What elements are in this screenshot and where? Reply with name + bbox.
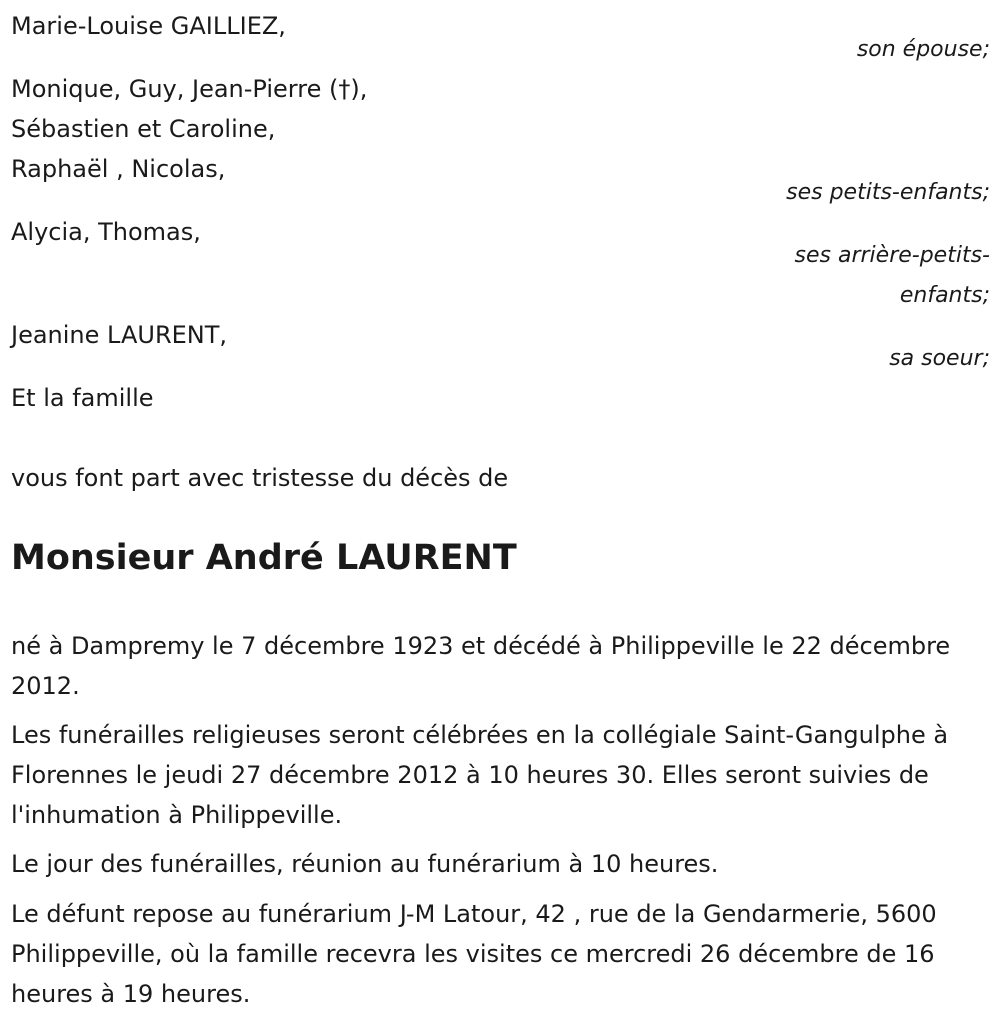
wife-name: Marie-Louise GAILLIEZ, [11, 12, 286, 40]
great-grandchildren-role-line-1: ses arrière-petits- [794, 243, 990, 268]
sister-role: sa soeur; [889, 346, 990, 371]
family-line: Et la famille [11, 384, 154, 412]
children-line-3: Raphaël , Nicolas, [11, 155, 226, 183]
children-line-1: Monique, Guy, Jean-Pierre (†), [11, 75, 368, 103]
announcement-text: vous font part avec tristesse du décès de [11, 464, 509, 492]
funeral-paragraph: Les funérailles religieuses seront célébrées en la collégiale Saint-Gangulphe à Florennes le jeudi 27 décembre 2012 à 10 heures 30. Elles seront suivies de l'inhumation à Philippeville. [11, 721, 949, 829]
birth-death-paragraph: né à Dampremy le 7 décembre 1923 et décédé à Philippeville le 22 décembre 2012. [11, 632, 951, 700]
grandchildren-role: ses petits-enfants; [786, 180, 990, 205]
great-grandchildren-names: Alycia, Thomas, [11, 218, 201, 246]
gathering-paragraph: Le jour des funérailles, réunion au funérarium à 10 heures. [11, 850, 719, 878]
sister-name: Jeanine LAURENT, [11, 321, 228, 349]
great-grandchildren-role-line-2: enfants; [899, 283, 990, 308]
visitation-paragraph: Le défunt repose au funérarium J-M Latour, 42 , rue de la Gendarmerie, 5600 Philippeville, où la famille recevra les visites ce mercredi 26 décembre de 16 heures à 19 heures. [11, 900, 937, 1008]
wife-role: son épouse; [856, 37, 990, 62]
children-line-2: Sébastien et Caroline, [11, 115, 276, 143]
deceased-name: Monsieur André LAURENT [11, 538, 517, 578]
